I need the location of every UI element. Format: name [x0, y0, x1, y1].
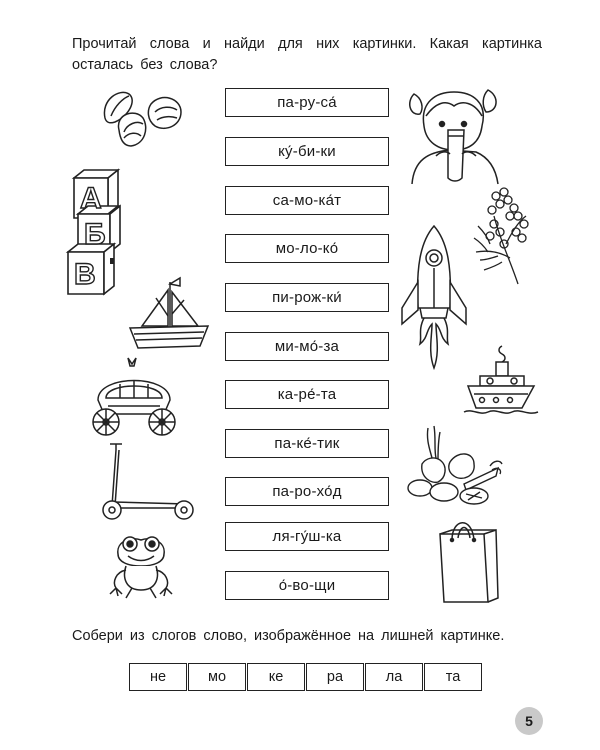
- rocket-icon: [398, 224, 470, 370]
- syllable-text: не: [149, 669, 167, 685]
- word-text: ми-мо́-за: [274, 338, 340, 355]
- word-text: ка-ре́-та: [277, 386, 337, 403]
- word-box: [225, 522, 389, 551]
- cube-letter: В: [74, 258, 96, 291]
- word-text: пи-рож-ки́: [272, 289, 342, 306]
- vegetables-icon: [404, 424, 504, 508]
- syllable-text: та: [445, 669, 461, 685]
- word-box: [225, 88, 389, 117]
- syllable-box: [424, 663, 482, 691]
- word-text: ля-гу́ш-ка: [272, 528, 342, 545]
- frog-icon: [106, 528, 176, 600]
- syllable-text: ла: [385, 669, 403, 685]
- mimosa-icon: [470, 186, 532, 286]
- word-box: [225, 186, 389, 215]
- steamship-icon: [462, 344, 540, 420]
- page-number-text: 5: [525, 713, 533, 729]
- word-text: са-мо-ка́т: [272, 192, 342, 209]
- syllable-text: мо: [207, 669, 227, 685]
- word-text: о́-во-щи: [278, 577, 336, 594]
- instruction-find-pictures: Прочитай слова и найди для них картинки. Какая картинка осталась без слова?: [72, 36, 542, 73]
- nuts-icon: [97, 86, 187, 152]
- word-text: ку́-би-ки: [278, 143, 336, 160]
- syllable-box: [365, 663, 423, 691]
- word-text: па-ке́-тик: [274, 435, 340, 452]
- syllable-box: [129, 663, 187, 691]
- word-box: [225, 477, 389, 506]
- instruction-assemble-word: Собери из слогов слово, изображённое на лишней картинке.: [72, 628, 505, 644]
- word-text: па-ру-са́: [277, 94, 337, 111]
- alphabet-cubes-icon: [64, 166, 136, 298]
- syllable-box: [188, 663, 246, 691]
- girl-drinking-icon: [406, 84, 502, 188]
- carriage-icon: [84, 356, 184, 438]
- scooter-icon: [100, 442, 196, 522]
- syllable-box: [247, 663, 305, 691]
- page-number: [515, 707, 543, 735]
- syllable-text: ке: [268, 669, 284, 685]
- word-box: [225, 283, 389, 312]
- sailboat-icon: [128, 276, 210, 352]
- word-box: [225, 571, 389, 600]
- word-box: [225, 380, 389, 409]
- syllable-text: ра: [326, 669, 344, 685]
- cube-letter: Б: [84, 218, 106, 251]
- word-box: [225, 332, 389, 361]
- word-box: [225, 234, 389, 263]
- cube-letter: А: [80, 182, 102, 215]
- word-box: [225, 429, 389, 458]
- paper-bag-icon: [436, 512, 500, 606]
- word-text: па-ро-хо́д: [272, 483, 342, 500]
- word-text: мо-ло-ко́: [275, 240, 339, 257]
- syllable-box: [306, 663, 364, 691]
- word-box: [225, 137, 389, 166]
